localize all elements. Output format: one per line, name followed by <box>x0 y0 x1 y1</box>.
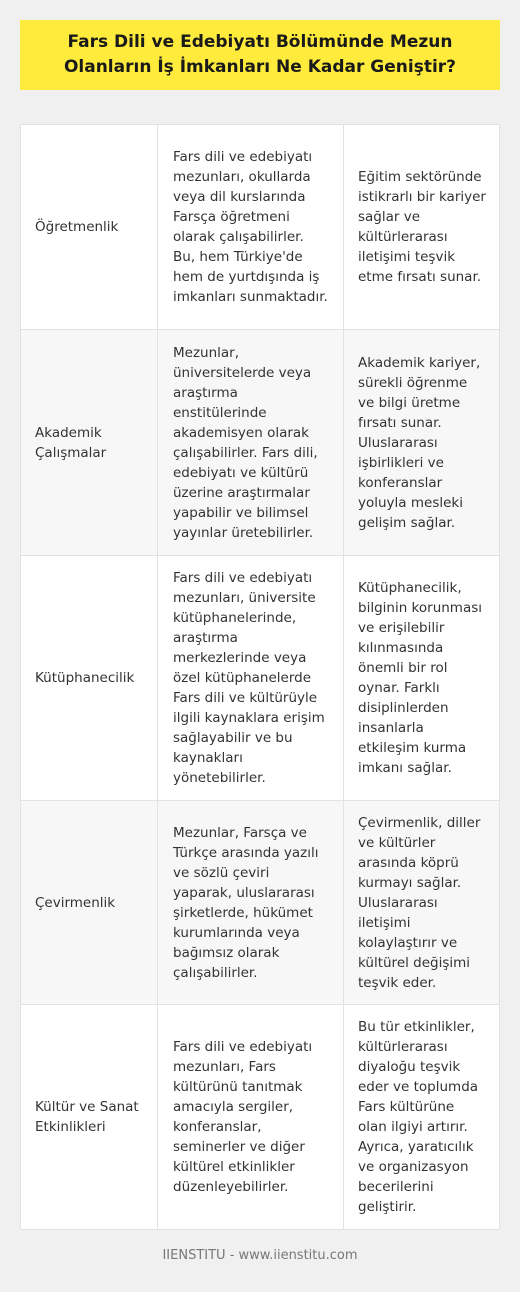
benefit-cell <box>344 330 499 555</box>
benefit-cell <box>344 801 499 1004</box>
field-name: Öğretmenlik <box>35 219 119 235</box>
field-cell <box>21 330 158 555</box>
description-cell <box>158 556 344 800</box>
field-benefit: Çevirmenlik, diller ve kültürler arasında köprü kurmayı sağlar. Uluslararası iletişimi kolaylaştırır ve kültürel değişimi teşvik eder. <box>358 814 481 991</box>
title-banner <box>20 20 500 90</box>
field-description: Mezunlar, Farsça ve Türkçe arasında yazılı ve sözlü çeviri yaparak, uluslararası şirketlerde, hükümet kurumlarında veya bağımsız olarak çalışabilirler. <box>173 824 319 981</box>
field-benefit: Bu tür etkinlikler, kültürlerarası diyaloğu teşvik eder ve toplumda Fars kültürüne olan ilgiyi artırır. Ayrıca, yaratıcılık ve organizasyon becerilerini geliştirir. <box>358 1019 479 1215</box>
field-benefit: Eğitim sektöründe istikrarlı bir kariyer sağlar ve kültürlerarası iletişimi teşvik etme fırsatı sunar. <box>358 169 486 285</box>
benefit-cell <box>344 1005 499 1229</box>
table-row <box>21 556 499 801</box>
table-row <box>21 801 499 1005</box>
description-cell <box>158 1005 344 1229</box>
career-table <box>20 124 500 1230</box>
field-name: Kütüphanecilik <box>35 670 135 686</box>
description-cell <box>158 125 344 329</box>
page-title: Fars Dili ve Edebiyatı Bölümünde Mezun Olanların İş İmkanları Ne Kadar Geniştir? <box>63 32 457 77</box>
field-description: Mezunlar, üniversitelerde veya araştırma enstitülerinde akademisyen olarak çalışabilirler. Fars dili, edebiyatı ve kültürü üzerine araştırmalar yapabilir ve bilimsel yayınlar üretebilirler. <box>173 344 318 541</box>
table-row <box>21 330 499 556</box>
field-cell <box>21 1005 158 1229</box>
field-description: Fars dili ve edebiyatı mezunları, Fars kültürünü tanıtmak amacıyla sergiler, konferanslar, seminerler ve diğer kültürel etkinlikler düzenleyebilirler. <box>173 1039 313 1195</box>
field-cell <box>21 125 158 329</box>
field-cell <box>21 556 158 800</box>
table-row <box>21 125 499 330</box>
benefit-cell <box>344 125 499 329</box>
field-name: Akademik Çalışmalar <box>35 424 107 461</box>
field-cell <box>21 801 158 1004</box>
description-cell <box>158 330 344 555</box>
benefit-cell <box>344 556 499 800</box>
field-benefit: Akademik kariyer, sürekli öğrenme ve bilgi üretme fırsatı sunar. Uluslararası işbirlikleri ve konferanslar yoluyla mesleki gelişim sağlar. <box>358 354 481 531</box>
description-cell <box>158 801 344 1004</box>
field-name: Çevirmenlik <box>35 894 116 911</box>
field-description: Fars dili ve edebiyatı mezunları, üniversite kütüphanelerinde, araştırma merkezlerinde veya özel kütüphanelerde Fars dili ve kültürüyle ilgili kaynaklara erişim sağlayabilir ve bu kaynakları yönetebilirler. <box>173 570 325 786</box>
field-name: Kültür ve Sanat Etkinlikleri <box>35 1099 139 1135</box>
field-description: Fars dili ve edebiyatı mezunları, okullarda veya dil kurslarında Farsça öğretmeni olarak çalışabilirler. Bu, hem Türkiye'de hem de yurtdışında iş imkanları sunmaktadır. <box>173 149 328 305</box>
footer-credit: IIENSTITU - www.iienstitu.com <box>162 1248 358 1263</box>
field-benefit: Kütüphanecilik, bilginin korunması ve erişilebilir kılınmasında önemli bir rol oynar. Farklı disiplinlerden insanlarla etkileşim kurma imkanı sağlar. <box>358 580 483 776</box>
table-row <box>21 1005 499 1229</box>
